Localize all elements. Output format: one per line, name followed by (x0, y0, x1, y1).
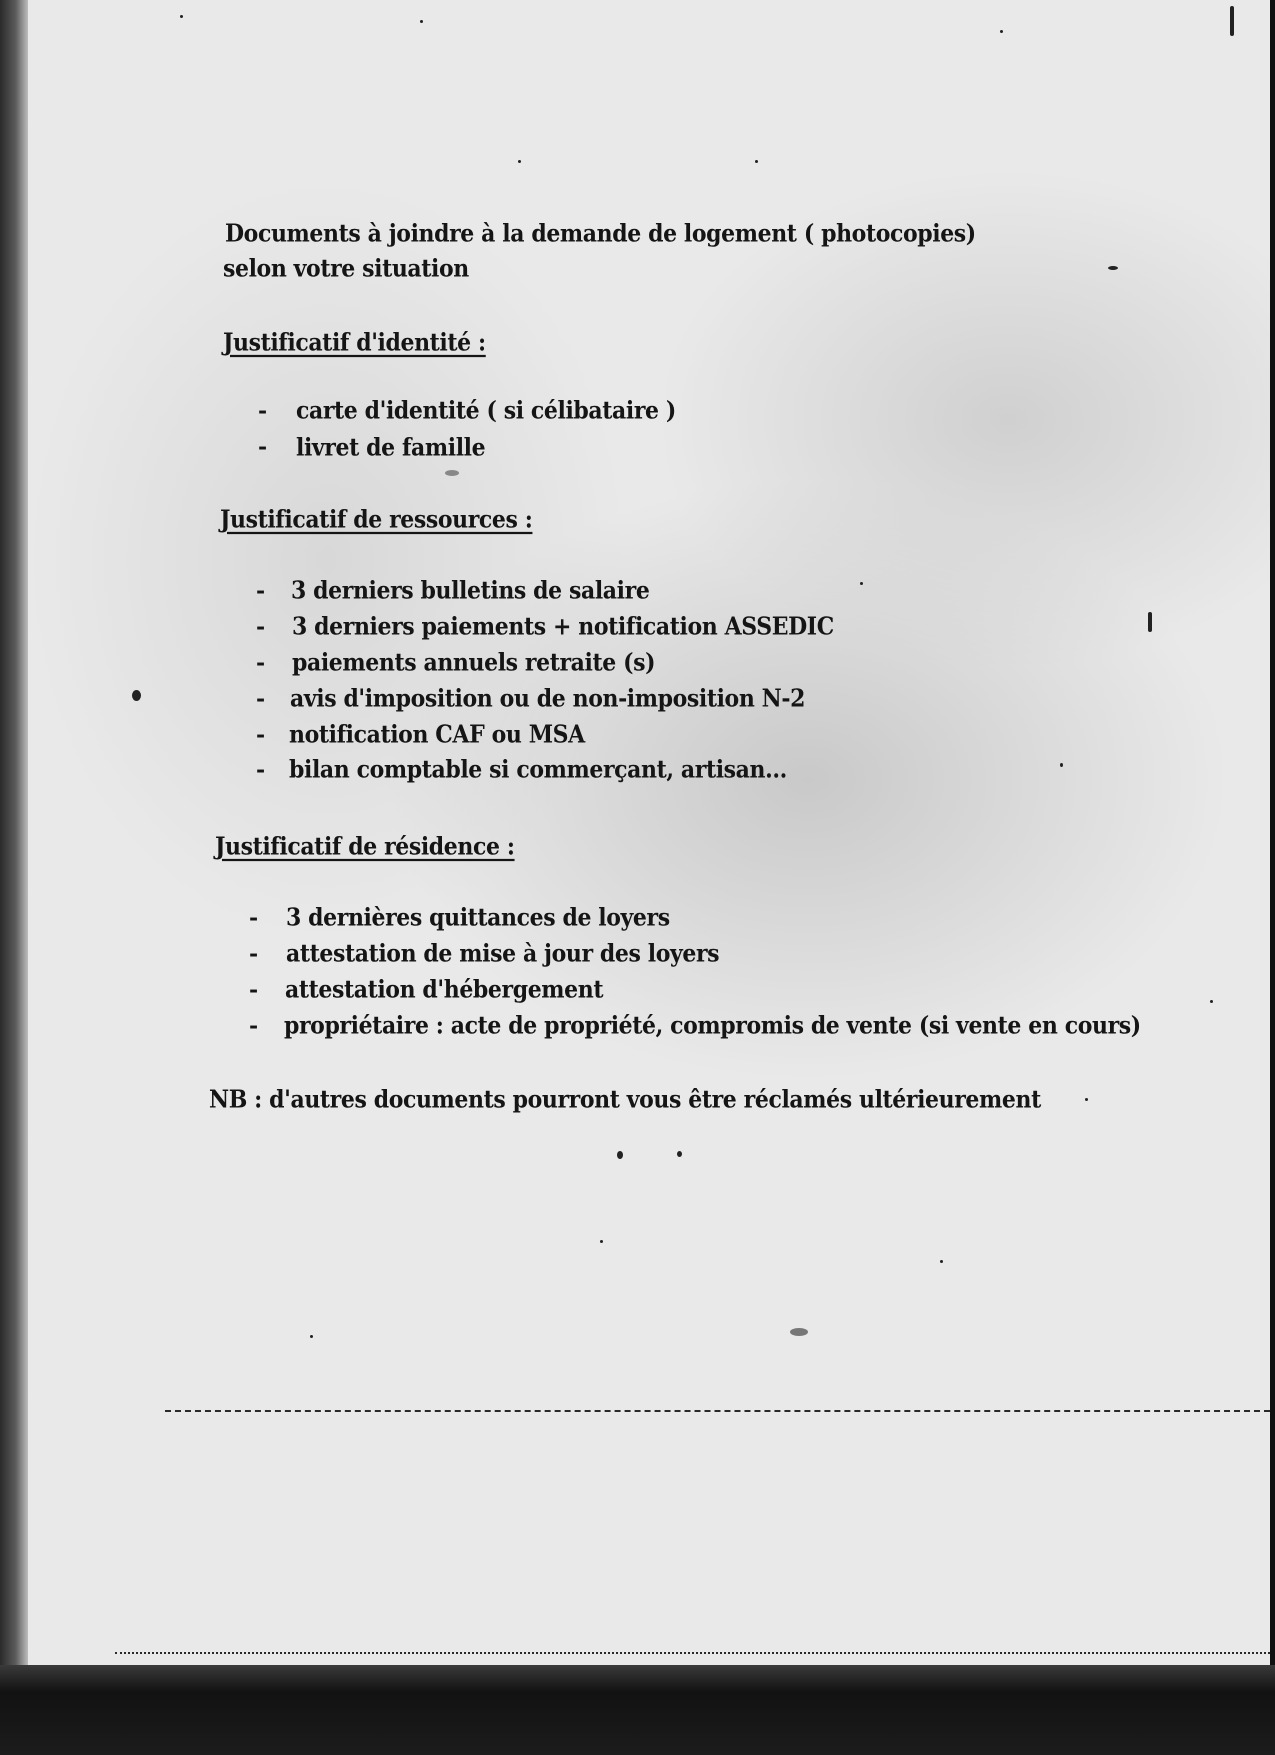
list-item: 3 dernières quittances de loyers (286, 903, 670, 933)
scan-speck (445, 470, 459, 476)
scan-speck (518, 160, 521, 163)
scan-speck (1210, 1000, 1213, 1003)
scan-speck (310, 1335, 313, 1338)
scan-speck (1230, 6, 1234, 36)
list-bullet: - (249, 977, 259, 1003)
list-bullet: - (249, 905, 259, 931)
list-bullet: - (256, 650, 266, 676)
scan-speck (940, 1260, 943, 1263)
scan-speck (1148, 612, 1152, 632)
scan-bottom-band (0, 1665, 1275, 1755)
section-heading-residence: Justificatif de résidence : (215, 832, 515, 862)
scan-speck (180, 15, 183, 18)
scan-speck (1085, 1098, 1088, 1101)
list-item: propriétaire : acte de propriété, compromis de vente (si vente en cours) (284, 1011, 1141, 1041)
scan-speck (420, 20, 423, 23)
dashed-rule (165, 1410, 1270, 1412)
section-heading-identity: Justificatif d'identité : (223, 328, 486, 358)
scan-speck (790, 1328, 808, 1336)
list-item: paiements annuels retraite (s) (292, 648, 656, 678)
list-item: attestation d'hébergement (285, 975, 604, 1005)
list-item: notification CAF ou MSA (289, 720, 585, 750)
section-heading-resources: Justificatif de ressources : (220, 505, 533, 535)
scan-speck (132, 690, 141, 701)
scan-speck (755, 160, 758, 163)
list-bullet: - (256, 578, 266, 604)
list-item: 3 derniers bulletins de salaire (291, 576, 650, 606)
list-bullet: - (249, 941, 259, 967)
scan-left-edge (0, 0, 28, 1670)
scan-speck (617, 1151, 623, 1159)
list-bullet: - (256, 686, 266, 712)
scan-speck (1000, 30, 1003, 33)
list-bullet: - (249, 1013, 259, 1039)
list-bullet: - (258, 434, 268, 460)
dashed-rule (115, 1652, 1270, 1654)
list-item: bilan comptable si commerçant, artisan... (289, 755, 787, 785)
document-title: Documents à joindre à la demande de logement ( photocopies) (225, 219, 976, 249)
footnote: NB : d'autres documents pourront vous être réclamés ultérieurement (209, 1085, 1041, 1115)
list-bullet: - (258, 398, 268, 424)
scan-speck (1108, 266, 1118, 270)
scan-speck (860, 582, 863, 585)
scan-speck (600, 1240, 603, 1243)
scan-speck (677, 1151, 682, 1157)
list-item: avis d'imposition ou de non-imposition N-2 (290, 684, 806, 714)
list-item: attestation de mise à jour des loyers (286, 939, 720, 969)
list-bullet: - (256, 722, 266, 748)
list-bullet: - (256, 757, 266, 783)
list-item: 3 derniers paiements + notification ASSEDIC (292, 612, 834, 642)
list-item: livret de famille (296, 433, 486, 463)
list-item: carte d'identité ( si célibataire ) (296, 396, 676, 426)
list-bullet: - (256, 614, 266, 640)
scan-speck (1060, 763, 1063, 767)
document-subtitle: selon votre situation (223, 254, 469, 284)
